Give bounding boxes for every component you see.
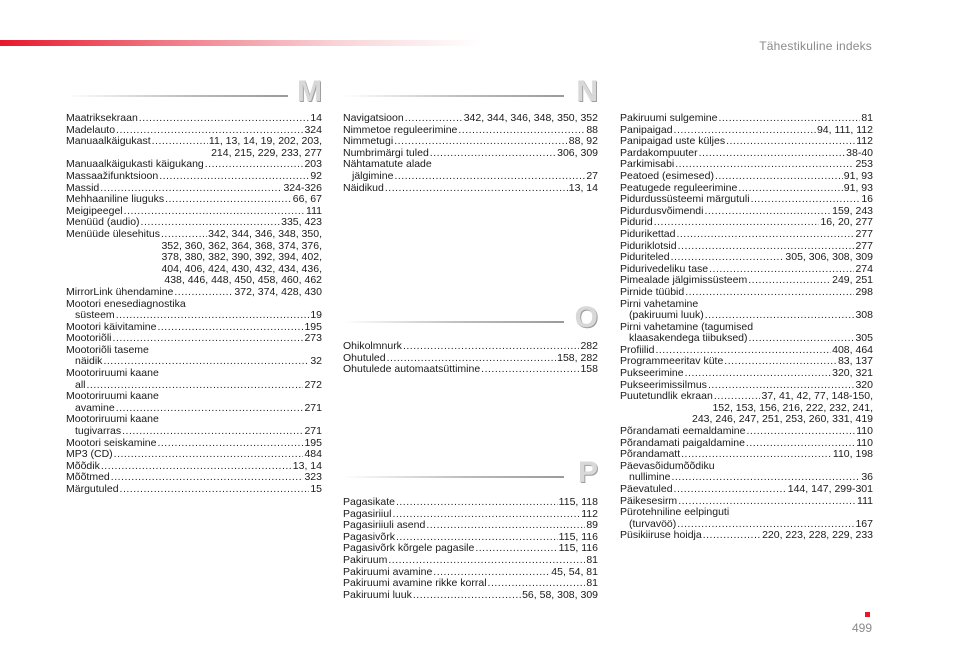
entry-term: Pakiruumi avamine bbox=[343, 565, 433, 578]
index-entry bbox=[66, 194, 322, 206]
index-entry bbox=[343, 113, 598, 125]
entry-term-head: Mootoriõli taseme bbox=[66, 343, 149, 356]
entry-term: Parkimisabi bbox=[620, 158, 675, 171]
entry-pages: 111 bbox=[306, 204, 322, 217]
entry-line bbox=[620, 530, 873, 542]
entry-pages: 19 bbox=[310, 309, 322, 322]
entry-pages: 16 bbox=[861, 193, 873, 206]
entry-term: jälgimine bbox=[352, 169, 394, 182]
entry-term: (pakiruumi luuk) bbox=[629, 309, 704, 322]
entry-term: Piduriteled bbox=[620, 251, 670, 264]
entry-pages: 273 bbox=[304, 332, 322, 345]
entry-term: Massid bbox=[66, 181, 100, 194]
entry-term: süsteem bbox=[75, 309, 115, 322]
entry-pages: 91, 93 bbox=[843, 169, 873, 182]
entry-pages: 112 bbox=[856, 135, 873, 148]
dot-leader bbox=[120, 484, 310, 496]
entry-pages: 220, 223, 228, 229, 233 bbox=[762, 529, 873, 542]
entry-term-head: Päevasõidumõõdiku bbox=[620, 459, 715, 472]
entry-term-head: Mootori enesediagnostika bbox=[66, 297, 186, 310]
entry-term: Nimmetoe reguleerimine bbox=[343, 123, 458, 136]
entry-line bbox=[620, 426, 873, 438]
entry-line bbox=[66, 194, 322, 206]
entry-pages: 271 bbox=[304, 425, 322, 438]
entry-term: Pidurdusvõimendi bbox=[620, 204, 704, 217]
dot-leader bbox=[726, 136, 855, 148]
entry-pages: 305 bbox=[855, 332, 873, 345]
index-entry bbox=[620, 194, 873, 206]
page-header-title: Tähestikuline indeks bbox=[759, 39, 872, 53]
entry-line bbox=[66, 287, 322, 299]
entry-pages: 11, 13, 14, 19, 202, 203, bbox=[208, 135, 322, 148]
dot-leader bbox=[405, 113, 463, 125]
entry-line bbox=[343, 183, 598, 195]
dot-leader bbox=[124, 206, 305, 218]
index-entry bbox=[66, 113, 322, 125]
index-column-o bbox=[343, 341, 598, 376]
dot-leader bbox=[413, 590, 521, 602]
entry-line bbox=[620, 113, 873, 125]
entry-term: Pardakompuuter bbox=[620, 146, 698, 159]
entry-term: MirrorLink ühendamine bbox=[66, 285, 174, 298]
entry-term: Pidurdussüsteemi märgutuli bbox=[620, 193, 750, 206]
dot-leader bbox=[703, 530, 761, 542]
dot-leader bbox=[699, 148, 846, 160]
dot-leader bbox=[671, 252, 785, 264]
entry-pages: 115, 116 bbox=[558, 530, 598, 543]
index-entry bbox=[620, 113, 873, 125]
entry-pages-continued: 404, 406, 424, 430, 432, 434, 436, bbox=[161, 262, 322, 275]
dot-leader bbox=[139, 113, 310, 125]
index-entry bbox=[343, 578, 598, 590]
index-entry bbox=[66, 345, 322, 368]
index-entry bbox=[66, 368, 322, 391]
entry-line bbox=[66, 310, 322, 322]
entry-term: Mehhaaniline liuguks bbox=[66, 193, 165, 206]
entry-term: Pidurivedeliku tase bbox=[620, 262, 709, 275]
dot-leader bbox=[159, 171, 309, 183]
header-accent-bar bbox=[0, 40, 480, 46]
entry-pages: 167 bbox=[855, 517, 873, 530]
dot-leader bbox=[724, 356, 837, 368]
entry-term: Pidurid bbox=[620, 216, 653, 229]
entry-line bbox=[343, 113, 598, 125]
entry-line bbox=[620, 484, 873, 496]
index-entry bbox=[620, 368, 873, 380]
entry-term-head: Pirni vahetamine bbox=[620, 297, 699, 310]
entry-line bbox=[620, 287, 873, 299]
dot-leader bbox=[674, 484, 787, 496]
entry-term: Pagasikate bbox=[343, 496, 395, 508]
entry-line bbox=[620, 252, 873, 264]
entry-line bbox=[66, 484, 322, 496]
entry-term: klaasakendega tiibuksed) bbox=[629, 332, 748, 345]
dot-leader bbox=[157, 322, 303, 334]
dot-leader bbox=[165, 194, 292, 206]
entry-term: Ohutulede automaatsüttimine bbox=[343, 363, 481, 376]
dot-leader bbox=[458, 125, 585, 137]
entry-term: Pakiruumi avamine rikke korral bbox=[343, 577, 487, 590]
dot-leader bbox=[174, 287, 233, 299]
index-entry bbox=[343, 183, 598, 195]
index-entry bbox=[343, 341, 598, 353]
entry-term-head: Pirni vahetamine (tagumised bbox=[620, 320, 754, 333]
entry-term: all bbox=[75, 378, 86, 391]
entry-term-head: Pürotehniline eelpinguti bbox=[620, 506, 730, 519]
entry-term: Pagasivõrk kõrgele pagasile bbox=[343, 542, 475, 555]
entry-line bbox=[620, 229, 873, 241]
dot-leader bbox=[704, 206, 831, 218]
entry-pages: 115, 116 bbox=[558, 542, 598, 555]
entry-pages: 89 bbox=[586, 519, 598, 532]
entry-term: Pagasiriiul bbox=[343, 507, 392, 520]
entry-term: Programmeeritav küte bbox=[620, 355, 724, 368]
entry-pages: 320, 321 bbox=[832, 367, 873, 380]
index-entry bbox=[620, 322, 873, 345]
section-letter-m: M bbox=[297, 75, 322, 108]
entry-line bbox=[66, 229, 322, 241]
entry-pages: 282 bbox=[580, 340, 598, 352]
index-entry bbox=[620, 287, 873, 299]
entry-pages: 110, 198 bbox=[832, 448, 873, 461]
entry-term: Pagasiriiuli asend bbox=[343, 519, 426, 532]
entry-term: Pirnide tüübid bbox=[620, 285, 685, 298]
entry-pages-continued: 152, 153, 156, 216, 222, 232, 241, bbox=[712, 401, 873, 414]
index-entry bbox=[343, 364, 598, 376]
index-entry bbox=[66, 391, 322, 414]
dot-leader bbox=[481, 364, 579, 376]
index-entry bbox=[343, 497, 598, 509]
entry-term: Ohikolmnurk bbox=[343, 340, 402, 352]
entry-term: Menüüde ülesehitus bbox=[66, 227, 160, 240]
entry-pages: 308 bbox=[855, 309, 873, 322]
entry-term: Päevatuled bbox=[620, 483, 673, 495]
entry-pages: 14 bbox=[310, 112, 322, 124]
entry-term: Pakiruumi luuk bbox=[343, 588, 412, 601]
letter-divider-o bbox=[343, 301, 598, 343]
entry-term-head: Nähtamatute alade bbox=[343, 158, 432, 171]
entry-pages: 91, 93 bbox=[843, 181, 873, 194]
entry-line bbox=[66, 449, 322, 461]
entry-line bbox=[343, 578, 598, 590]
dot-leader bbox=[388, 555, 585, 567]
entry-term: Mootori käivitamine bbox=[66, 320, 157, 333]
entry-pages: 335, 423 bbox=[281, 216, 322, 229]
entry-term: Mõõtmed bbox=[66, 471, 110, 484]
entry-pages: 144, 147, 299-301 bbox=[787, 483, 873, 495]
entry-pages: 320 bbox=[855, 378, 873, 391]
entry-pages: 159, 243 bbox=[832, 204, 873, 217]
entry-line bbox=[343, 555, 598, 567]
dot-leader bbox=[385, 183, 568, 195]
entry-term: Maatriksekraan bbox=[66, 112, 138, 124]
entry-pages: 274 bbox=[855, 262, 873, 275]
entry-line bbox=[620, 171, 873, 183]
entry-term: Päikesesirm bbox=[620, 494, 678, 507]
entry-pages: 38-40 bbox=[846, 146, 873, 159]
entry-pages: 277 bbox=[855, 227, 873, 240]
page-marker bbox=[865, 612, 870, 617]
entry-term: Mootori seiskamine bbox=[66, 436, 157, 449]
dot-leader bbox=[101, 461, 292, 473]
entry-term: Pakiruumi sulgemine bbox=[620, 112, 718, 124]
entry-term: (turvavöö) bbox=[629, 517, 677, 530]
entry-pages: 298 bbox=[855, 285, 873, 298]
entry-pages: 45, 54, 81 bbox=[551, 565, 598, 578]
entry-term: Numbrimärgi tuled bbox=[343, 146, 429, 159]
dot-leader bbox=[654, 217, 820, 229]
entry-term: Mõõdik bbox=[66, 459, 100, 472]
entry-pages: 110 bbox=[856, 436, 873, 449]
index-entry bbox=[620, 171, 873, 183]
entry-pages: 158, 282 bbox=[557, 351, 598, 364]
entry-term: Näidikud bbox=[343, 181, 384, 194]
entry-pages: 88 bbox=[586, 123, 598, 136]
entry-line bbox=[66, 171, 322, 183]
entry-pages: 203 bbox=[304, 158, 322, 171]
entry-line bbox=[343, 497, 598, 509]
index-entry bbox=[620, 252, 873, 264]
entry-pages: 36 bbox=[861, 471, 873, 484]
entry-pages: 324 bbox=[304, 123, 322, 136]
dot-leader bbox=[747, 426, 856, 438]
entry-pages-continued: 352, 360, 362, 364, 368, 374, 376, bbox=[161, 239, 322, 252]
entry-pages: 81 bbox=[586, 553, 598, 566]
index-column-n bbox=[343, 113, 598, 194]
entry-term: Põrandamatt bbox=[620, 448, 681, 461]
index-entry bbox=[66, 484, 322, 496]
index-entry bbox=[66, 414, 322, 437]
index-column-p-continued bbox=[620, 113, 873, 542]
entry-pages: 88, 92 bbox=[568, 135, 598, 148]
dot-leader bbox=[738, 183, 842, 195]
entry-pages: 372, 374, 428, 430 bbox=[234, 285, 322, 298]
dot-leader bbox=[430, 148, 556, 160]
entry-pages: 15 bbox=[310, 483, 322, 495]
page-number: 499 bbox=[851, 621, 872, 635]
entry-term: tugivarras bbox=[75, 425, 122, 438]
index-entry bbox=[66, 449, 322, 461]
entry-line bbox=[620, 368, 873, 380]
index-entry bbox=[343, 555, 598, 567]
index-entry bbox=[343, 590, 598, 602]
entry-pages: 305, 306, 308, 309 bbox=[785, 251, 873, 264]
dot-leader bbox=[718, 113, 860, 125]
dot-leader bbox=[751, 194, 861, 206]
entry-term: Pagasivõrk bbox=[343, 530, 395, 543]
entry-term: Panipaigad bbox=[620, 123, 673, 136]
index-entry bbox=[66, 171, 322, 183]
entry-pages-continued: 438, 446, 448, 450, 458, 460, 462 bbox=[164, 274, 322, 287]
entry-line bbox=[66, 113, 322, 125]
entry-term: Pimealade jälgimissüsteem bbox=[620, 274, 748, 287]
entry-pages: 56, 58, 308, 309 bbox=[522, 588, 598, 601]
entry-pages: 306, 309 bbox=[557, 146, 598, 159]
entry-pages: 13, 14 bbox=[292, 459, 322, 472]
entry-pages: 81 bbox=[586, 577, 598, 590]
entry-pages: 13, 14 bbox=[568, 181, 598, 194]
dot-leader bbox=[475, 543, 557, 555]
index-entry bbox=[66, 299, 322, 322]
entry-term: avamine bbox=[75, 401, 115, 414]
entry-pages: 342, 344, 346, 348, 350, bbox=[208, 227, 322, 240]
dot-leader bbox=[396, 497, 558, 509]
letter-divider-p bbox=[343, 456, 598, 498]
index-entry bbox=[620, 426, 873, 438]
section-letter-p: P bbox=[577, 456, 598, 489]
index-entry bbox=[620, 530, 873, 542]
entry-term: Menüüd (audio) bbox=[66, 216, 140, 229]
dot-leader bbox=[122, 426, 303, 438]
entry-term: Pukseerimine bbox=[620, 367, 684, 380]
section-letter-n: N bbox=[576, 75, 598, 108]
entry-pages: 37, 41, 42, 77, 148-150, bbox=[761, 390, 873, 403]
entry-pages: 83, 137 bbox=[837, 355, 873, 368]
entry-pages: 195 bbox=[304, 320, 322, 333]
entry-term: MP3 (CD) bbox=[66, 448, 113, 461]
dot-leader bbox=[403, 341, 580, 353]
entry-term: Peatoed (esimesed) bbox=[620, 169, 714, 182]
entry-term-head: Mootoriruumi kaane bbox=[66, 367, 159, 380]
entry-pages: 249, 251 bbox=[832, 274, 873, 287]
dot-leader bbox=[748, 275, 831, 287]
entry-term: Manuaalkäigukast bbox=[66, 135, 151, 148]
entry-term: Pidurikettad bbox=[620, 227, 676, 240]
index-entry bbox=[620, 461, 873, 484]
index-entry bbox=[620, 229, 873, 241]
index-entry bbox=[620, 391, 873, 426]
entry-pages: 253 bbox=[855, 158, 873, 171]
entry-pages-continued: 378, 380, 382, 390, 392, 394, 402, bbox=[161, 251, 322, 264]
entry-pages: 408, 464 bbox=[832, 343, 873, 356]
dot-leader bbox=[157, 438, 303, 450]
entry-term: Püsikiiruse hoidja bbox=[620, 529, 702, 542]
entry-line bbox=[343, 341, 598, 353]
dot-leader bbox=[161, 229, 207, 241]
entry-term-head: Mootoriruumi kaane bbox=[66, 390, 159, 403]
entry-term: Pakiruum bbox=[343, 553, 388, 566]
entry-pages: 195 bbox=[304, 436, 322, 449]
entry-term: Ohutuled bbox=[343, 351, 386, 364]
entry-pages: 271 bbox=[304, 401, 322, 414]
index-entry bbox=[343, 159, 598, 182]
entry-term: Meigipeegel bbox=[66, 204, 123, 217]
entry-term: Puutetundlik ekraan bbox=[620, 390, 713, 403]
entry-pages-continued: 214, 215, 229, 233, 277 bbox=[211, 146, 322, 159]
entry-term: näidik bbox=[75, 355, 103, 368]
entry-pages: 16, 20, 277 bbox=[820, 216, 873, 229]
dot-leader bbox=[488, 578, 586, 590]
entry-term-head: Mootoriruumi kaane bbox=[66, 413, 159, 426]
entry-term: Piduriklotsid bbox=[620, 239, 677, 252]
entry-term: Profiilid bbox=[620, 343, 655, 356]
entry-line bbox=[620, 310, 873, 322]
entry-term: Manuaalkäigukasti käigukang bbox=[66, 158, 204, 171]
entry-line bbox=[343, 171, 598, 183]
entry-term: nullimine bbox=[629, 471, 671, 484]
index-entry bbox=[66, 136, 322, 159]
dot-leader bbox=[111, 472, 304, 484]
entry-term: Massaažifunktsioon bbox=[66, 169, 159, 182]
entry-pages: 32 bbox=[310, 355, 322, 368]
dot-leader bbox=[114, 449, 304, 461]
entry-term: Panipaigad uste küljes bbox=[620, 135, 726, 148]
index-entry bbox=[620, 484, 873, 496]
entry-term: Pukseerimissilmus bbox=[620, 378, 707, 391]
entry-line bbox=[620, 194, 873, 206]
dot-leader bbox=[685, 368, 832, 380]
entry-pages: 277 bbox=[855, 239, 873, 252]
entry-term: Navigatsioon bbox=[343, 112, 404, 124]
entry-pages: 110 bbox=[856, 425, 873, 438]
dot-leader bbox=[676, 229, 854, 241]
index-entry bbox=[620, 507, 873, 530]
entry-pages: 115, 118 bbox=[558, 496, 598, 508]
entry-term: Madelauto bbox=[66, 123, 116, 136]
index-entry bbox=[66, 287, 322, 299]
entry-line bbox=[66, 426, 322, 438]
entry-pages: 81 bbox=[861, 112, 873, 124]
index-entry bbox=[620, 299, 873, 322]
entry-pages: 342, 344, 346, 348, 350, 352 bbox=[463, 112, 598, 124]
entry-pages: 112 bbox=[581, 507, 598, 520]
dot-leader bbox=[705, 310, 855, 322]
dot-leader bbox=[205, 159, 304, 171]
entry-pages: 66, 67 bbox=[292, 193, 322, 206]
entry-term: Põrandamati paigaldamine bbox=[620, 436, 745, 449]
dot-leader bbox=[116, 310, 310, 322]
entry-pages-continued: 243, 246, 247, 251, 253, 260, 331, 419 bbox=[692, 413, 873, 426]
entry-line bbox=[343, 590, 598, 602]
entry-pages: 27 bbox=[586, 169, 598, 182]
entry-pages: 324-326 bbox=[283, 181, 322, 194]
entry-pages: 158 bbox=[580, 363, 598, 376]
entry-pages: 272 bbox=[304, 378, 322, 391]
entry-term: Nimmetugi bbox=[343, 135, 394, 148]
entry-term: Peatugede reguleerimine bbox=[620, 181, 738, 194]
entry-term: Märgutuled bbox=[66, 483, 119, 495]
entry-pages: 484 bbox=[304, 448, 322, 461]
dot-leader bbox=[685, 287, 854, 299]
entry-line bbox=[343, 364, 598, 376]
entry-pages: 94, 111, 112 bbox=[816, 123, 873, 136]
dot-leader bbox=[394, 171, 585, 183]
index-entry bbox=[66, 229, 322, 287]
dot-leader bbox=[152, 136, 208, 148]
section-letter-o: O bbox=[574, 301, 598, 334]
dot-leader bbox=[715, 171, 843, 183]
entry-term: Põrandamati eemaldamine bbox=[620, 425, 746, 438]
index-column-m bbox=[66, 113, 322, 496]
index-column-p bbox=[343, 497, 598, 601]
entry-term: Mootoriõli bbox=[66, 332, 112, 345]
entry-pages: 323 bbox=[304, 471, 322, 484]
entry-pages: 111 bbox=[857, 494, 873, 507]
entry-pages: 92 bbox=[310, 169, 322, 182]
